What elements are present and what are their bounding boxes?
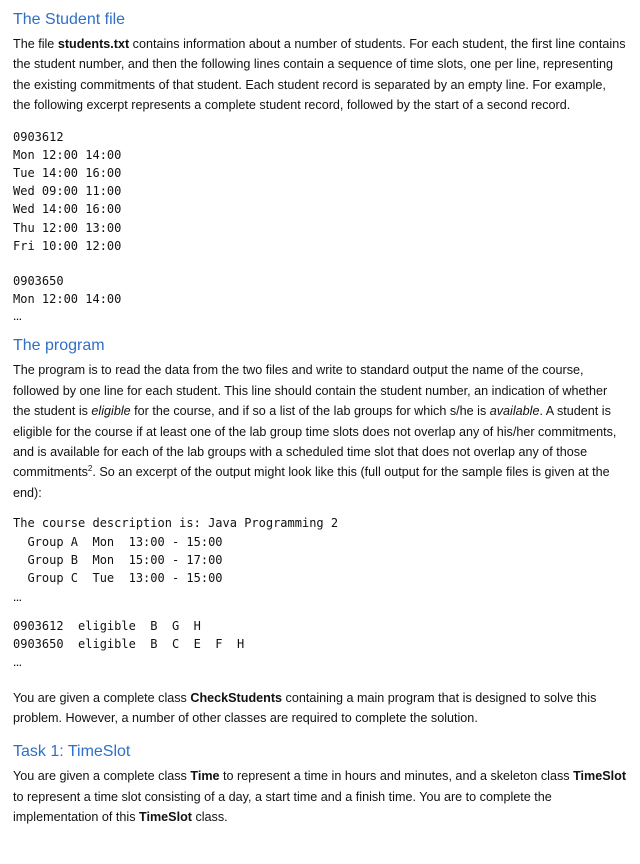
text: to represent a time in hours and minutes, and a skeleton class bbox=[219, 769, 574, 784]
student-record-2 bbox=[13, 272, 626, 308]
class-name: TimeSlot bbox=[573, 769, 627, 784]
section-heading-student-file: The Student file bbox=[13, 11, 126, 28]
text: . So an excerpt of the output might look like this (full output for the sample files is given at the end): bbox=[13, 465, 610, 500]
class-name: Time bbox=[190, 769, 220, 784]
output-header bbox=[13, 514, 626, 587]
code-line: 0903650 bbox=[13, 274, 64, 289]
text: class. bbox=[191, 810, 228, 825]
program-paragraph bbox=[13, 360, 626, 503]
emphasis-available: available bbox=[489, 404, 540, 419]
code-line: Group A Mon 13:00 - 15:00 bbox=[13, 534, 223, 549]
checkstudents-paragraph bbox=[13, 688, 626, 729]
class-name: CheckStudents bbox=[190, 690, 283, 705]
code-line: Wed 09:00 11:00 bbox=[13, 184, 122, 199]
class-name: TimeSlot bbox=[139, 810, 192, 825]
student-file-paragraph bbox=[13, 34, 626, 116]
text: You are given a complete class bbox=[13, 769, 191, 784]
student-record-1 bbox=[13, 128, 626, 255]
text: . A student is eligible for the course if at least one of the lab group time slots does not overlap any of his/her commitments, and is available for each of the lab groups with a scheduled time slot that does not overlap any of those commitments bbox=[13, 404, 617, 480]
code-line: 0903612 bbox=[13, 129, 64, 144]
ellipsis: … bbox=[13, 312, 21, 323]
code-line: Mon 12:00 14:00 bbox=[13, 292, 122, 307]
ellipsis: … bbox=[13, 657, 21, 668]
text: You are given a complete class bbox=[13, 690, 191, 705]
code-line: Mon 12:00 14:00 bbox=[13, 147, 122, 162]
code-line: Tue 14:00 16:00 bbox=[13, 166, 122, 181]
output-students bbox=[13, 617, 626, 653]
text: contains information about a number of students. For each student, the first line contains the student number, and then the following lines contain a sequence of time slots, one per line, representing the existing commitments of that student. Each student record is separated by an empty line. For example, the following excerpt represents a complete student record, followed by the start of a second record. bbox=[13, 37, 626, 113]
text: The program is to read the data from the two files and write to standard output the name of the course, followed by one line for each student. This line should contain the student number, an indication of whether the student is bbox=[13, 363, 608, 419]
code-line: 0903650 eligible B C E F H bbox=[13, 637, 245, 652]
text: to represent a time slot consisting of a day, a start time and a finish time. You are to complete the implementation of this bbox=[13, 789, 552, 825]
text: for the course, and if so a list of the lab groups for which s/he is bbox=[130, 404, 490, 419]
emphasis-eligible: eligible bbox=[91, 404, 131, 419]
text: The file bbox=[13, 37, 58, 51]
code-line: Wed 14:00 16:00 bbox=[13, 202, 122, 217]
section-heading-program: The program bbox=[13, 337, 105, 355]
code-line: The course description is: Java Programming 2 bbox=[13, 516, 339, 531]
footnote-marker: 2 bbox=[87, 464, 93, 474]
task1-paragraph bbox=[13, 766, 626, 827]
code-line: Fri 10:00 12:00 bbox=[13, 238, 122, 253]
section-heading-task1: Task 1: TimeSlot bbox=[13, 743, 131, 761]
file-name: students.txt bbox=[57, 37, 130, 51]
ellipsis: … bbox=[13, 593, 21, 604]
code-line: Group C Tue 13:00 - 15:00 bbox=[13, 570, 223, 585]
code-line: Group B Mon 15:00 - 17:00 bbox=[13, 552, 223, 567]
code-line: 0903612 eligible B G H bbox=[13, 619, 201, 634]
text: containing a main program that is designed to solve this problem. However, a number of other classes are required to complete the solution. bbox=[13, 690, 597, 725]
code-line: Thu 12:00 13:00 bbox=[13, 220, 122, 235]
